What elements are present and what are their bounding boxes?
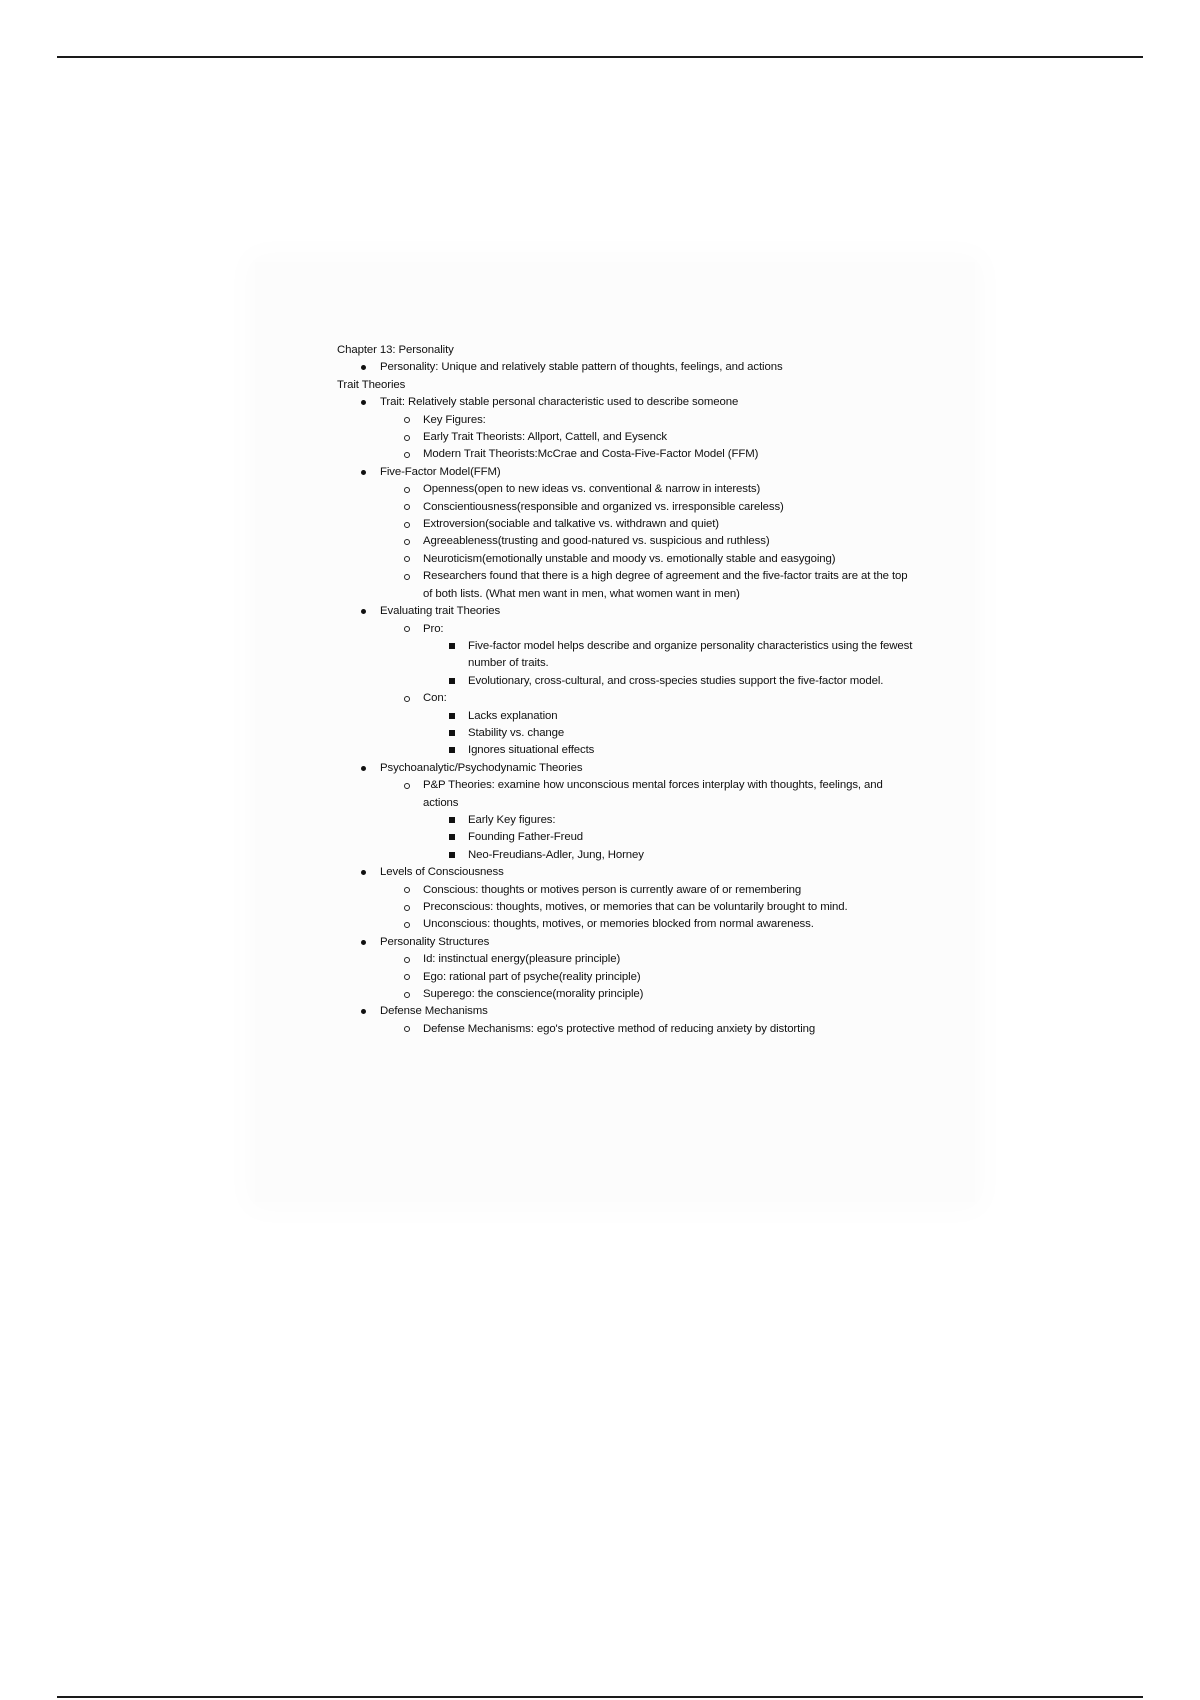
list-item: Early Key figures: <box>423 812 917 829</box>
pp-theories-sublist <box>423 812 917 864</box>
trait-label: Trait: Relatively stable personal characteristic used to describe someone <box>380 396 739 409</box>
bottom-rule <box>57 1696 1143 1698</box>
list-item: Agreeableness(trusting and good-natured vs. suspicious and ruthless) <box>380 533 917 550</box>
list-item: Id: instinctual energy(pleasure principle) <box>380 951 917 968</box>
list-item-psychoanalytic <box>337 760 917 864</box>
list-item: Researchers found that there is a high degree of agreement and the five-factor traits are at the top of both lists. (What men want in men, what women want in men) <box>380 568 917 603</box>
list-item-con <box>380 690 917 760</box>
psychoanalytic-label: Psychoanalytic/Psychodynamic Theories <box>380 761 583 774</box>
psychoanalytic-sublist <box>380 777 917 864</box>
list-item: Preconscious: thoughts, motives, or memories that can be voluntarily brought to mind. <box>380 899 917 916</box>
list-item: Lacks explanation <box>423 708 917 725</box>
list-item: Modern Trait Theorists:McCrae and Costa-Five-Factor Model (FFM) <box>380 446 917 463</box>
structures-sublist <box>380 951 917 1003</box>
list-item-trait <box>337 394 917 464</box>
evaluating-sublist <box>380 621 917 760</box>
pro-label: Pro: <box>423 622 444 635</box>
list-item: Stability vs. change <box>423 725 917 742</box>
document-body <box>337 342 917 1038</box>
ffm-sublist <box>380 481 917 603</box>
top-rule <box>57 56 1143 58</box>
list-item: Extroversion(sociable and talkative vs. withdrawn and quiet) <box>380 516 917 533</box>
list-item: Evolutionary, cross-cultural, and cross-species studies support the five-factor model. <box>423 673 917 690</box>
list-item: Openness(open to new ideas vs. conventional & narrow in interests) <box>380 481 917 498</box>
list-item-ffm <box>337 464 917 603</box>
con-label: Con: <box>423 692 447 705</box>
list-item: Ignores situational effects <box>423 742 917 759</box>
intro-item: Personality: Unique and relatively stable pattern of thoughts, feelings, and actions <box>337 359 917 376</box>
consciousness-sublist <box>380 882 917 934</box>
ffm-label: Five-Factor Model(FFM) <box>380 465 501 478</box>
list-item: Neuroticism(emotionally unstable and moody vs. emotionally stable and easygoing) <box>380 551 917 568</box>
document-title: Chapter 13: Personality <box>337 344 454 356</box>
trait-sublist <box>380 412 917 464</box>
con-sublist <box>423 708 917 760</box>
section-heading: Trait Theories <box>337 378 406 391</box>
list-item: Neo-Freudians-Adler, Jung, Horney <box>423 847 917 864</box>
list-item-pp-theories <box>380 777 917 864</box>
defense-label: Defense Mechanisms <box>380 1005 488 1018</box>
intro-list <box>337 359 917 376</box>
structures-label: Personality Structures <box>380 935 490 948</box>
list-item-consciousness <box>337 864 917 934</box>
evaluating-label: Evaluating trait Theories <box>380 605 501 618</box>
list-item-evaluating <box>337 603 917 760</box>
list-item: Conscientiousness(responsible and organized vs. irresponsible careless) <box>380 499 917 516</box>
list-item-defense <box>337 1003 917 1038</box>
list-item: Five-factor model helps describe and organize personality characteristics using the fewest number of traits. <box>423 638 917 673</box>
list-item-structures <box>337 934 917 1004</box>
list-item: Conscious: thoughts or motives person is currently aware of or remembering <box>380 882 917 899</box>
list-item: Superego: the conscience(morality principle) <box>380 986 917 1003</box>
main-list <box>337 394 917 1038</box>
list-item: Founding Father-Freud <box>423 829 917 846</box>
pro-sublist <box>423 638 917 690</box>
list-item-pro <box>380 621 917 691</box>
consciousness-label: Levels of Consciousness <box>380 866 504 879</box>
list-item: Early Trait Theorists: Allport, Cattell, and Eysenck <box>380 429 917 446</box>
list-item: Key Figures: <box>380 412 917 429</box>
list-item: Ego: rational part of psyche(reality principle) <box>380 969 917 986</box>
defense-sublist <box>380 1021 917 1038</box>
list-item: Unconscious: thoughts, motives, or memories blocked from normal awareness. <box>380 916 917 933</box>
list-item: Defense Mechanisms: ego's protective method of reducing anxiety by distorting <box>380 1021 917 1038</box>
pp-theories-label: P&P Theories: examine how unconscious mental forces interplay with thoughts, feelings, and actions <box>423 779 883 809</box>
